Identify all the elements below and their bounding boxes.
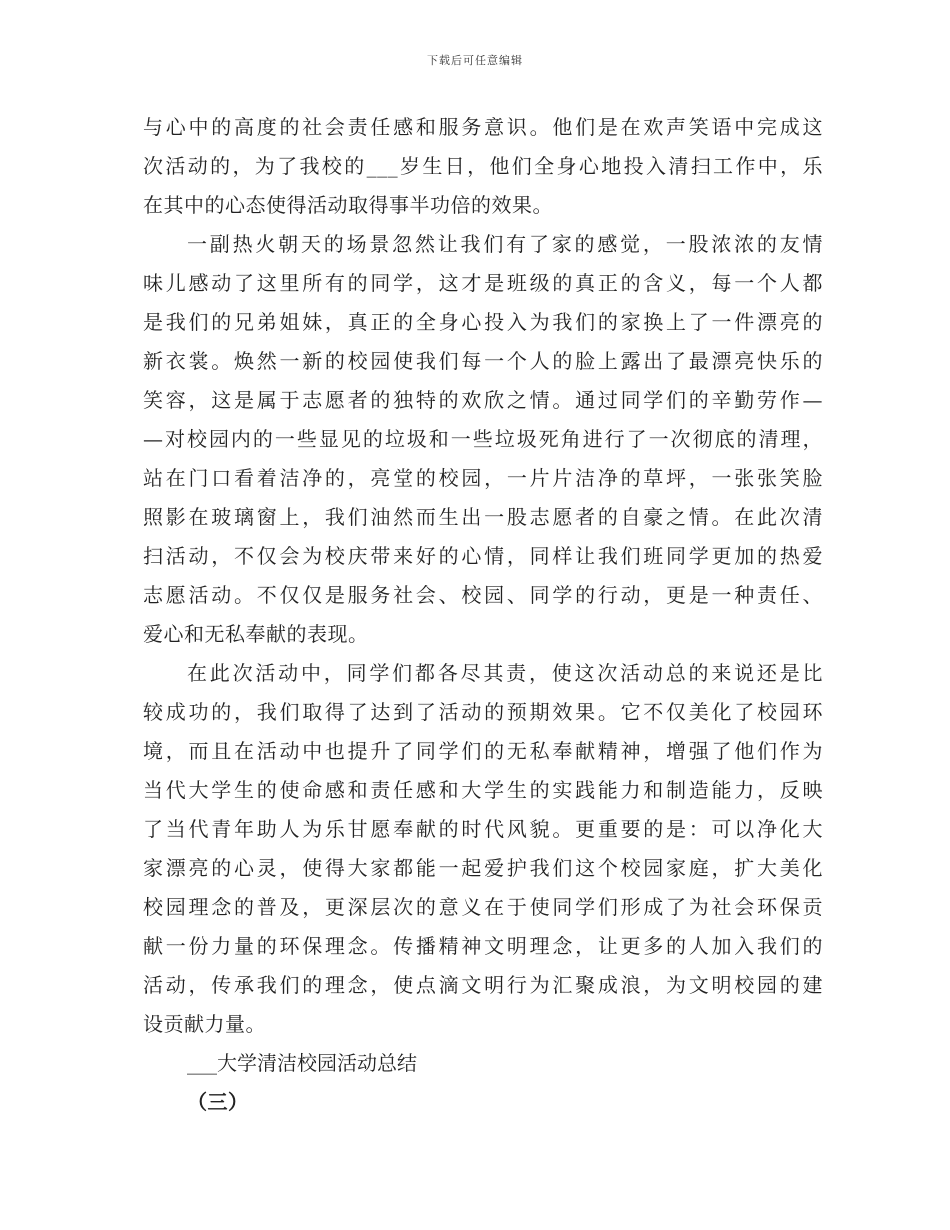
text-line: 较成功的，我们取得了达到了活动的预期效果。它不仅美化了校园环 (143, 700, 823, 724)
text-line: 扫活动，不仅会为校庆带来好的心情，同样让我们班同学更加的热爱 (143, 544, 823, 568)
page-header: 下载后可任意编辑 (427, 54, 523, 67)
text-line: 在其中的心态使得活动取得事半功倍的效果。 (143, 193, 553, 217)
section-part-label: （三） (187, 1090, 249, 1114)
document-body (143, 108, 823, 1122)
text-line: 是我们的兄弟姐妹，真正的全身心投入为我们的家换上了一件漂亮的 (143, 310, 823, 334)
text-line: 献一份力量的环保理念。传播精神文明理念，让更多的人加入我们的 (143, 934, 823, 958)
text-line: 照影在玻璃窗上，我们油然而生出一股志愿者的自豪之情。在此次清 (143, 505, 823, 529)
text-line: 一副热火朝天的场景忽然让我们有了家的感觉，一股浓浓的友情 (187, 232, 823, 256)
text-line: 笑容，这是属于志愿者的独特的欢欣之情。通过同学们的辛勤劳作— (143, 388, 823, 412)
text-line: 味儿感动了这里所有的同学，这才是班级的真正的含义，每一个人都 (143, 271, 823, 295)
text-line: 当代大学生的使命感和责任感和大学生的实践能力和制造能力，反映 (143, 778, 823, 802)
text-line: 家漂亮的心灵，使得大家都能一起爱护我们这个校园家庭，扩大美化 (143, 856, 823, 880)
text-line: 在此次活动中，同学们都各尽其责，使这次活动总的来说还是比 (187, 661, 823, 685)
text-line: 站在门口看着洁净的，亮堂的校园，一片片洁净的草坪，一张张笑脸 (143, 466, 823, 490)
text-line: 新衣裳。焕然一新的校园使我们每一个人的脸上露出了最漂亮快乐的 (143, 349, 823, 373)
text-line: 境，而且在活动中也提升了同学们的无私奉献精神，增强了他们作为 (143, 739, 823, 763)
text-line: 与心中的高度的社会责任感和服务意识。他们是在欢声笑语中完成这 (143, 115, 823, 139)
text-line: 设贡献力量。 (143, 1012, 266, 1036)
text-line: 志愿活动。不仅仅是服务社会、校园、同学的行动，更是一种责任、 (143, 583, 823, 607)
text-line: —对校园内的一些显见的垃圾和一些垃圾死角进行了一次彻底的清理， (143, 427, 823, 451)
text-line: 活动，传承我们的理念，使点滴文明行为汇聚成浪，为文明校园的建 (143, 973, 823, 997)
paragraph-2 (143, 225, 823, 654)
paragraph-3 (143, 654, 823, 1044)
paragraph-1 (143, 108, 823, 225)
text-line: 了当代青年助人为乐甘愿奉献的时代风貌。更重要的是：可以净化大 (143, 817, 823, 841)
text-line: 次活动的，为了我校的___岁生日，他们全身心地投入清扫工作中，乐 (143, 154, 823, 178)
section-title: ___大学清洁校园活动总结 (187, 1051, 417, 1075)
text-line: 校园理念的普及，更深层次的意义在于使同学们形成了为社会环保贡 (143, 895, 823, 919)
text-line: 爱心和无私奉献的表现。 (143, 622, 369, 646)
